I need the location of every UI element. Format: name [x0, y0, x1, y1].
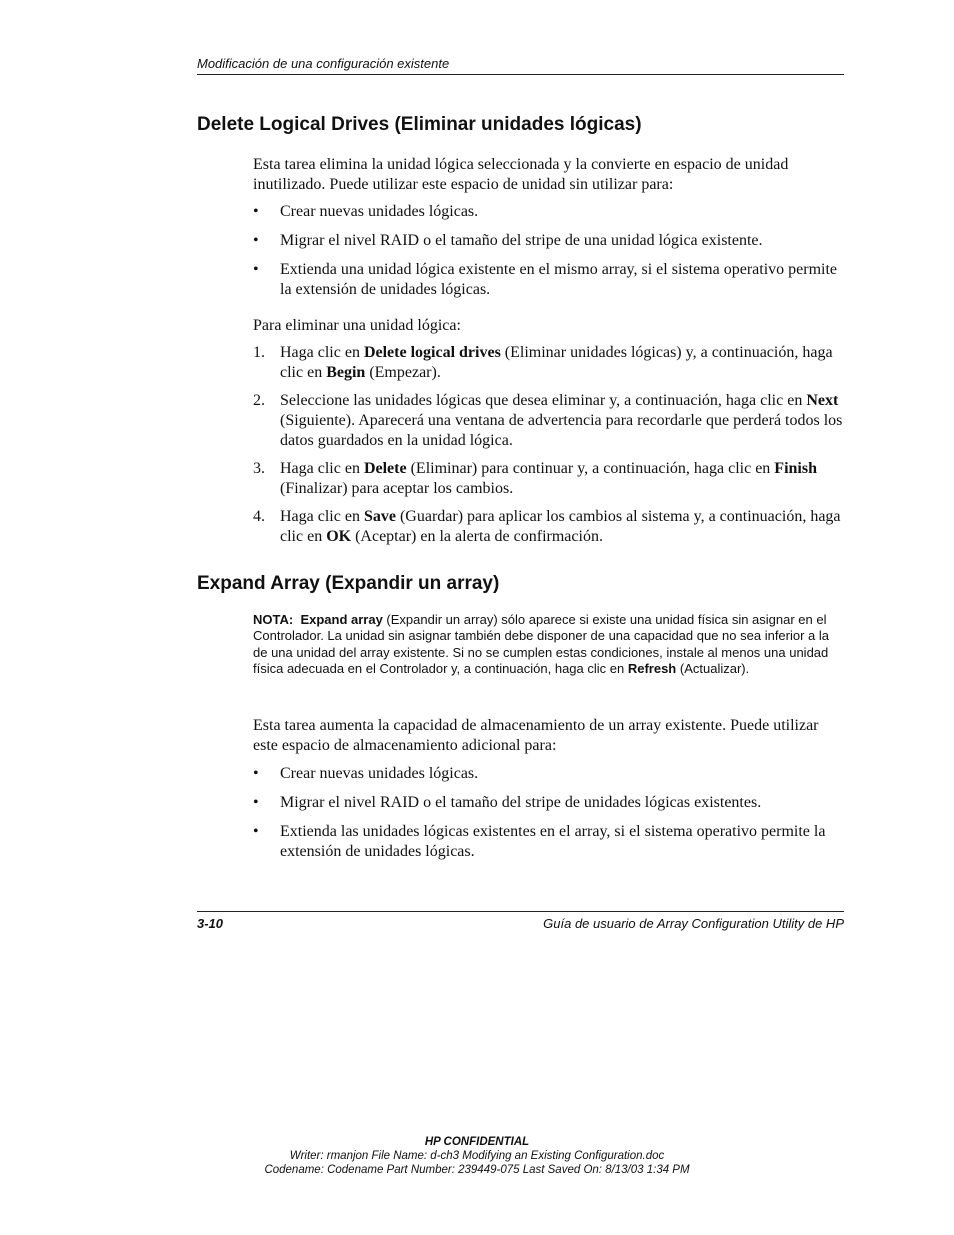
- procedure-intro: Para eliminar una unidad lógica:: [253, 317, 461, 334]
- bullet-marker: •: [253, 203, 259, 220]
- guide-title: Guía de usuario de Array Configuration Utility de HP: [543, 916, 844, 931]
- intro-paragraph: Esta tarea aumenta la capacidad de almacenamiento de un array existente. Puede utilizar este espacio de almacenamiento adicional para:: [253, 717, 819, 754]
- list-item: • Migrar el nivel RAID o el tamaño del stripe de una unidad lógica existente.: [253, 232, 763, 249]
- bullet-marker: •: [253, 794, 259, 811]
- section-heading-expand-array: Expand Array (Expandir un array): [197, 573, 500, 594]
- numbered-steps: [253, 343, 845, 547]
- list-item: 3. Haga clic en Delete (Eliminar) para continuar y, a continuación, haga clic en Finish (Finalizar) para aceptar los cambios.: [253, 460, 817, 497]
- bullet-marker: •: [253, 232, 259, 249]
- bullet-list: [253, 202, 845, 300]
- footer-divider: [197, 911, 844, 912]
- step-number: 2.: [253, 392, 265, 409]
- list-item: • Crear nuevas unidades lógicas.: [253, 765, 479, 782]
- section-heading-delete-logical-drives: Delete Logical Drives (Eliminar unidades lógicas): [197, 114, 642, 135]
- list-item: • Crear nuevas unidades lógicas.: [253, 203, 479, 220]
- confidential-label: HP CONFIDENTIAL: [424, 1136, 530, 1148]
- list-item: • Extienda una unidad lógica existente en el mismo array, si el sistema operativo permite la extensión de unidades lógicas.: [253, 261, 838, 298]
- bullet-marker: •: [253, 765, 259, 782]
- note-block: NOTA: Expand array (Expandir un array) sólo aparece si existe una unidad física sin asignar en el Controlador. La unidad sin asignar también debe disponer de una capacidad que no sea inferior a la de una unidad del array existente. Si no se cumplen estas condiciones, instale al menos una unidad física adecuada en el Controlador y, a continuación, haga clic en Refresh (Actualizar).: [253, 612, 830, 677]
- step-number: 1.: [253, 344, 265, 361]
- bullet-marker: •: [253, 261, 259, 278]
- list-item: 2. Seleccione las unidades lógicas que desea eliminar y, a continuación, haga clic en Next (Siguiente). Aparecerá una ventana de advertencia para recordarle que perderá todos los datos guardados en la unidad lógica.: [253, 392, 843, 449]
- list-item: 4. Haga clic en Save (Guardar) para aplicar los cambios al sistema y, a continuación, haga clic en OK (Aceptar) en la alerta de confirmación.: [253, 508, 841, 545]
- note-label: NOTA:: [253, 612, 294, 627]
- step-number: 3.: [253, 460, 265, 477]
- list-item: • Migrar el nivel RAID o el tamaño del stripe de unidades lógicas existentes.: [253, 794, 762, 811]
- bullet-list: [253, 764, 845, 862]
- step-number: 4.: [253, 508, 265, 525]
- writer-line: Writer: rmanjon File Name: d-ch3 Modifying an Existing Configuration.doc: [289, 1150, 665, 1162]
- list-item: • Extienda las unidades lógicas existentes en el array, si el sistema operativo permite la extensión de unidades lógicas.: [253, 823, 826, 860]
- page-number: 3-10: [197, 916, 224, 931]
- codename-line: Codename: Codename Part Number: 239449-075 Last Saved On: 8/13/03 1:34 PM: [264, 1164, 690, 1176]
- bullet-marker: •: [253, 823, 259, 840]
- running-header: Modificación de una configuración existente: [197, 56, 844, 75]
- list-item: 1. Haga clic en Delete logical drives (Eliminar unidades lógicas) y, a continuación, haga clic en Begin (Empezar).: [253, 344, 833, 381]
- intro-paragraph: Esta tarea elimina la unidad lógica seleccionada y la convierte en espacio de unidad inutilizado. Puede utilizar este espacio de unidad sin utilizar para:: [253, 156, 789, 193]
